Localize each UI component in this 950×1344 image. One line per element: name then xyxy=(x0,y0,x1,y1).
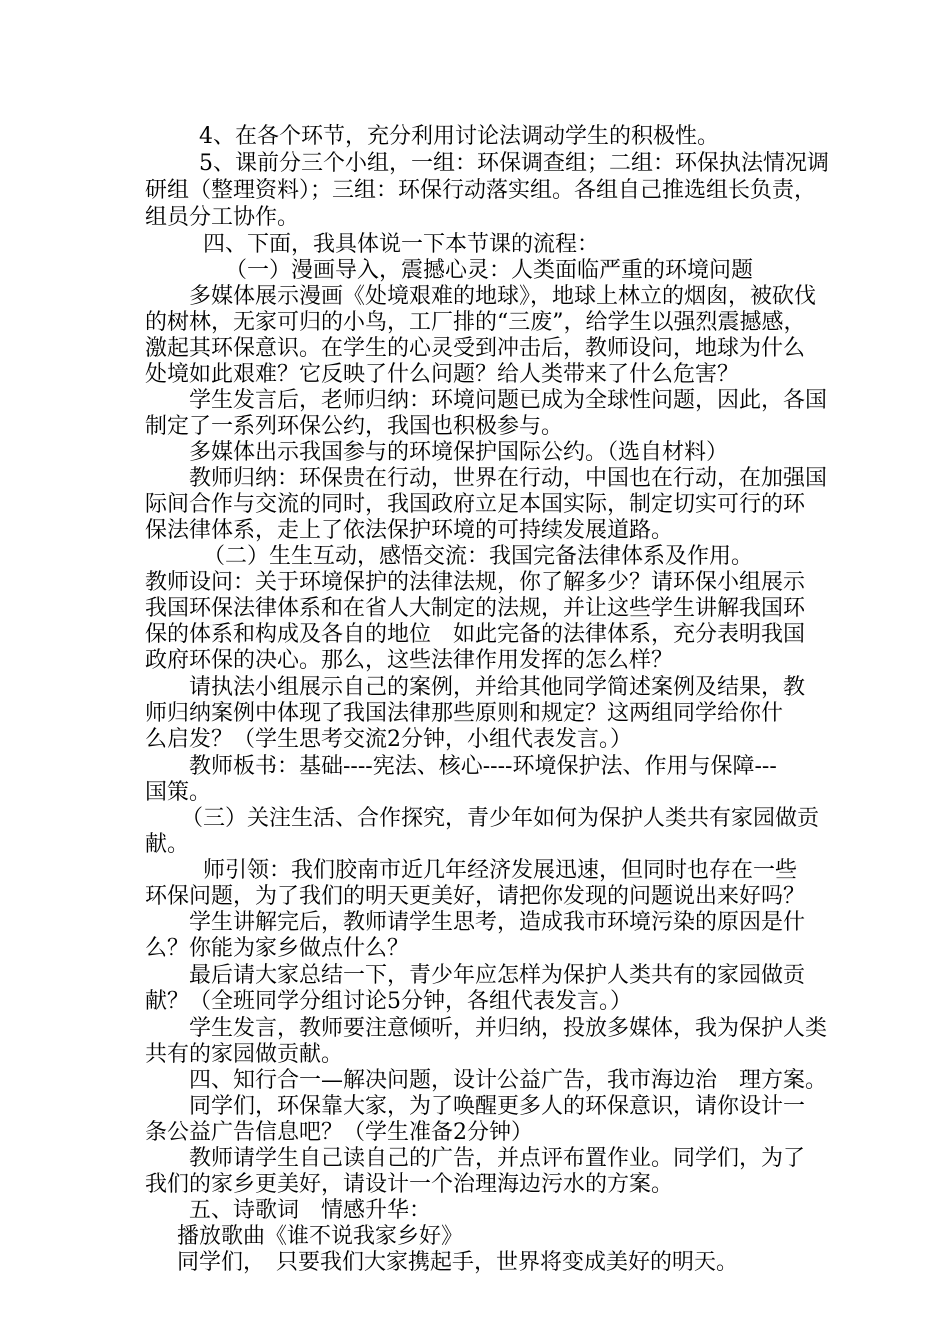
text-line: 教师板书：基础----宪法、核心----环境保护法、作用与保障--- xyxy=(189,754,777,779)
text-line: 际间合作与交流的同时，我国政府立足本国实际，制定切实可行的环 xyxy=(145,492,806,517)
text-line: 献？（全班同学分组讨论5分钟，各组代表发言。） xyxy=(145,989,632,1014)
text-line: 我们的家乡更美好，请设计一个治理海边污水的方案。 xyxy=(145,1172,674,1197)
section-heading: 五、诗歌词 情感升华： xyxy=(189,1198,432,1223)
text-line: 教师设问：关于环境保护的法律法规，你了解多少？请环保小组展示 xyxy=(145,570,806,595)
text-line: 政府环保的决心。那么，这些法律作用发挥的怎么样？ xyxy=(145,648,674,673)
text-line: 教师请学生自己读自己的广告，并点评布置作业。同学们，为了 xyxy=(189,1146,806,1171)
text-line: 的树林，无家可归的小鸟，工厂排的“三废”，给学生以强烈震撼感， xyxy=(145,310,806,335)
text-line: 共有的家园做贡献。 xyxy=(145,1042,344,1067)
text-line: 我国环保法律体系和在省人大制定的法规，并让这些学生讲解我国环 xyxy=(145,596,806,621)
text-line: 四、下面，我具体说一下本节课的流程： xyxy=(203,232,600,257)
text-line: 么启发？（学生思考交流2分钟，小组代表发言。） xyxy=(145,727,632,752)
text-line: 国策。 xyxy=(145,780,212,805)
section-heading: （三）关注生活、合作探究，青少年如何为保护人类共有家园做贡 xyxy=(181,806,820,831)
section-heading: （二）生生互动，感悟交流：我国完备法律体系及作用。 xyxy=(203,544,754,569)
text-line: 师归纳案例中体现了我国法律那些原则和规定？这两组同学给你什 xyxy=(145,701,784,726)
text-line: 激起其环保意识。在学生的心灵受到冲击后，教师设问，地球为什么 xyxy=(145,336,806,361)
text-line: 献。 xyxy=(145,832,190,857)
text-line: 研组（整理资料）；三组：环保行动落实组。各组自己推选组长负责， xyxy=(145,178,817,203)
text-line: 教师归纳：环保贵在行动，世界在行动，中国也在行动，在加强国 xyxy=(189,466,828,491)
text-line: 最后请大家总结一下，青少年应怎样为保护人类共有的家园做贡 xyxy=(189,963,806,988)
text-line: 处境如此艰难？它反映了什么问题？给人类带来了什么危害？ xyxy=(145,362,740,387)
text-line: 环保问题，为了我们的明天更美好，请把你发现的问题说出来好吗？ xyxy=(145,884,806,909)
text-line: 学生发言，教师要注意倾听，并归纳，投放多媒体，我为保护人类 xyxy=(189,1016,828,1041)
text-line: 制定了一系列环保公约，我国也积极参与。 xyxy=(145,414,564,439)
text-line: 保法律体系，走上了依法保护环境的可持续发展道路。 xyxy=(145,518,674,543)
text-line: 4、在各个环节，充分利用讨论法调动学生的积极性。 xyxy=(199,124,719,149)
text-line: 多媒体出示我国参与的环境保护国际公约。（选自材料） xyxy=(189,440,729,465)
text-line: 条公益广告信息吧？（学生准备2分钟） xyxy=(145,1120,533,1145)
text-line: 组员分工协作。 xyxy=(145,205,300,230)
text-line: 5、课前分三个小组，一组：环保调查组；二组：环保执法情况调 xyxy=(199,151,829,176)
section-heading: （一）漫画导入，震撼心灵：人类面临严重的环境问题 xyxy=(225,258,754,283)
text-line: 请执法小组展示自己的案例，并给其他同学简述案例及结果，教 xyxy=(189,675,806,700)
text-line: 学生发言后，老师归纳：环境问题已成为全球性问题，因此，各国 xyxy=(189,388,828,413)
text-line: 学生讲解完后，教师请学生思考，造成我市环境污染的原因是什 xyxy=(189,910,806,935)
text-line: 多媒体展示漫画《处境艰难的地球》，地球上林立的烟囱，被砍伐 xyxy=(189,284,817,309)
text-line: 保的体系和构成及各自的地位 如此完备的法律体系，充分表明我国 xyxy=(145,622,806,647)
text-line: 么？你能为家乡做点什么？ xyxy=(145,936,410,961)
section-heading: 四、知行合一—解决问题，设计公益广告，我市海边治 理方案。 xyxy=(189,1068,828,1093)
text-line: 同学们， 只要我们大家携起手，世界将变成美好的明天。 xyxy=(177,1250,739,1275)
text-line: 同学们，环保靠大家，为了唤醒更多人的环保意识，请你设计一 xyxy=(189,1094,806,1119)
text-line: 播放歌曲《谁不说我家乡好》 xyxy=(177,1224,464,1249)
text-line: 师引领：我们胶南市近几年经济发展迅速，但同时也存在一些 xyxy=(203,858,798,883)
